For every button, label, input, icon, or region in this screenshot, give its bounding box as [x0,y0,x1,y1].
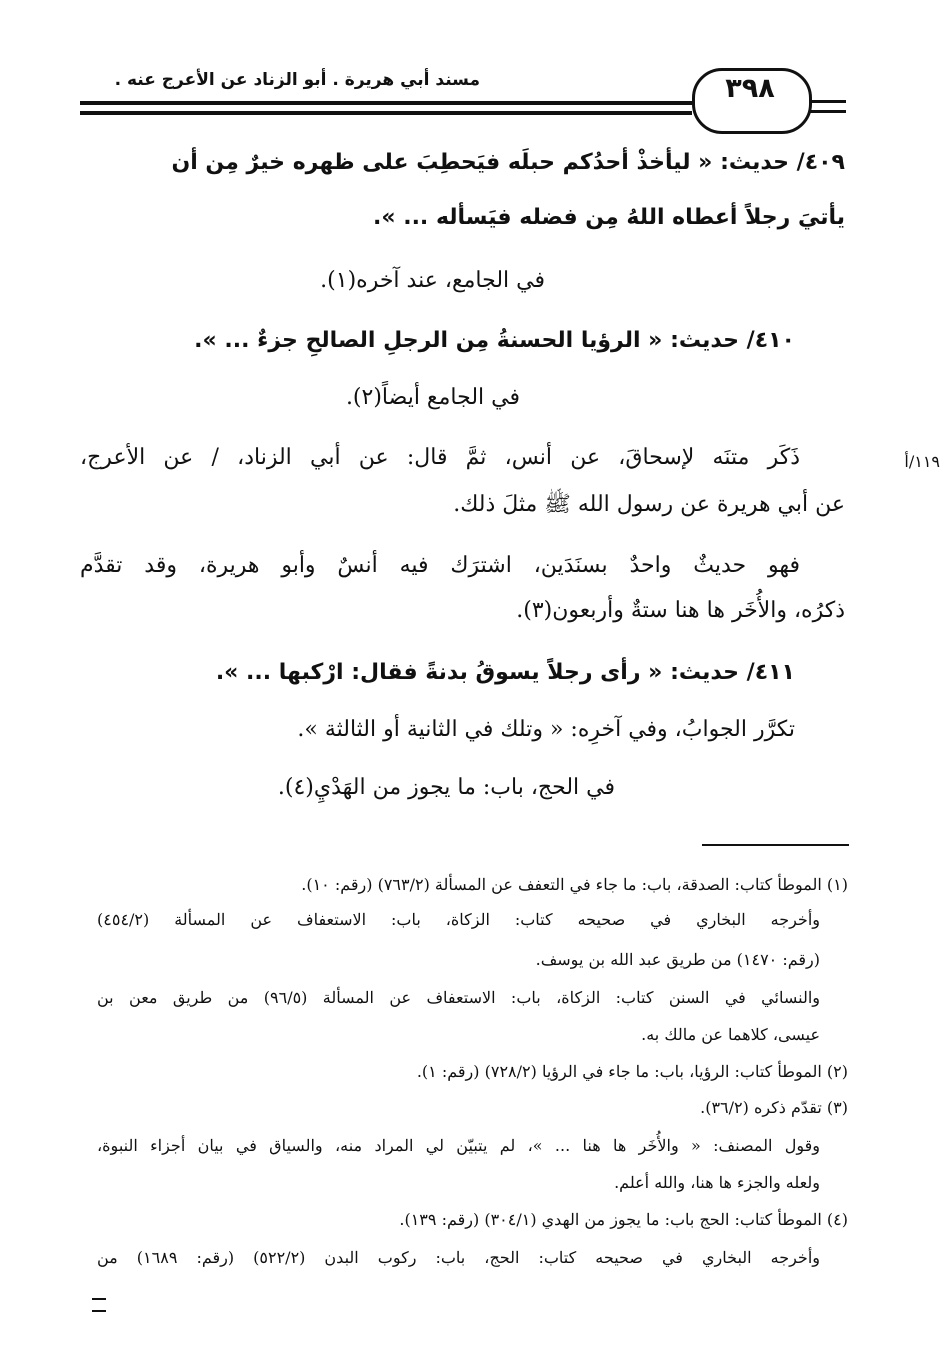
footnote-3-continuation-line-2: ولعله والجزء ها هنا، والله أعلم. [614,1173,820,1192]
hadith-text: « الرؤيا الحسنةُ مِن الرجلِ الصالحِ جزءٌ ... ». [194,328,663,353]
hadith-label: حديث: [670,328,739,353]
footnote-4: (٤) الموطأ كتاب: الحج باب: ما يجوز من الهدي (٣٠٤/١) (رقم: ١٣٩). [399,1210,848,1229]
reference-paragraph-2: في الجامع أيضاً(٢). [345,385,520,410]
hadith-411-line [190,660,795,685]
header-rule-right-top [806,100,846,103]
footnote-1: (١) الموطأ كتاب: الصدقة، باب: ما جاء في التعفف عن المسألة (٧٦٣/٢) (رقم: ١٠). [301,875,848,894]
commentary-paragraph-3-line-1: ذَكَر متنَه لإسحاقَ، عن أنس، ثمَّ قال: عن أبي الزناد، / عن الأعرج، [80,445,800,470]
commentary-paragraph-4-line-1: فهو حديثٌ واحدٌ بسنَدَين، اشترَك فيه أنسٌ وأبو هريرة، وقد تقدَّم [80,553,800,578]
page-number: ٣٩٨ [725,73,775,104]
footnote-1-continuation-b-line-2: عيسى، كلاهما عن مالك به. [641,1025,820,1044]
hadith-label: حديث: [670,660,739,685]
footnote-separator [702,844,849,846]
hadith-410-line [170,328,795,353]
header-rule-right-bottom [806,110,846,113]
commentary-paragraph-3-line-2: عن أبي هريرة عن رسول الله ﷺ مثلَ ذلك. [453,492,845,517]
footnote-3: (٣) تقدّم ذكره (٣٦/٢). [700,1098,848,1117]
hadith-number: ٤١٠/ [746,328,795,353]
hadith-number: ٤١١/ [746,660,795,685]
commentary-paragraph-4-line-2: ذكرُه، والأُخَر ها هنا ستةٌ وأربعون(٣). [516,598,845,623]
commentary-paragraph-5: تكرَّر الجوابُ، وفي آخرِه: « وتلك في الثانية أو الثالثة ». [297,717,795,742]
hadith-409-line-1 [80,150,845,175]
hadith-text: « ليأخذْ أحدُكم حبلَه فيَحطِبَ على ظهره خيرٌ مِن أن [171,150,713,175]
running-header-title: مسند أبي هريرة . أبو الزناد عن الأعرج عنه . [114,70,480,90]
footnote-3-continuation-line-1: وقول المصنف: « والأُخَر ها هنا ... »، لم يتبيّن لي المراد منه، والسياق في بيان أجزاء النبوة، [97,1136,820,1155]
hadith-label: حديث: [720,150,789,175]
footnote-4-continuation-line-1: وأخرجه البخاري في صحيحه كتاب: الحج، باب: ركوب البدن (٥٢٢/٢) (رقم: ١٦٨٩) من [97,1248,820,1267]
footnote-1-continuation-b-line-1: والنسائي في السنن كتاب: الزكاة، باب: الاستعفاف عن المسألة (٩٦/٥) من طريق معن بن [97,988,820,1007]
footnote-2: (٢) الموطأ كتاب: الرؤيا، باب: ما جاء في الرؤيا (٧٢٨/٢) (رقم: ١). [416,1062,848,1081]
hadith-409-line-2: يأتيَ رجلاً أعطاه اللهُ مِن فضله فيَسأله ... ». [372,205,845,230]
manuscript-folio-note: ١١٩/أ [904,452,940,471]
reference-paragraph-6: في الحج، باب: ما يجوز من الهَدْيِ(٤). [277,775,615,800]
header-rule-top [80,101,692,105]
reference-paragraph-1: في الجامع، عند آخره(١). [320,268,545,293]
header-rule-bottom [80,111,692,115]
hadith-number: ٤٠٩/ [796,150,845,175]
footnote-1-continuation-a-line-2: (رقم: ١٤٧٠) من طريق عبد الله بن يوسف. [535,950,820,969]
hadith-text: « رأى رجلاً يسوقُ بدنةً فقال: ارْكبها ... ». [215,660,663,685]
continuation-mark [92,1298,106,1312]
footnote-1-continuation-a-line-1: وأخرجه البخاري في صحيحه كتاب: الزكاة، باب: الاستعفاف عن المسألة (٤٥٤/٢) [97,910,820,929]
